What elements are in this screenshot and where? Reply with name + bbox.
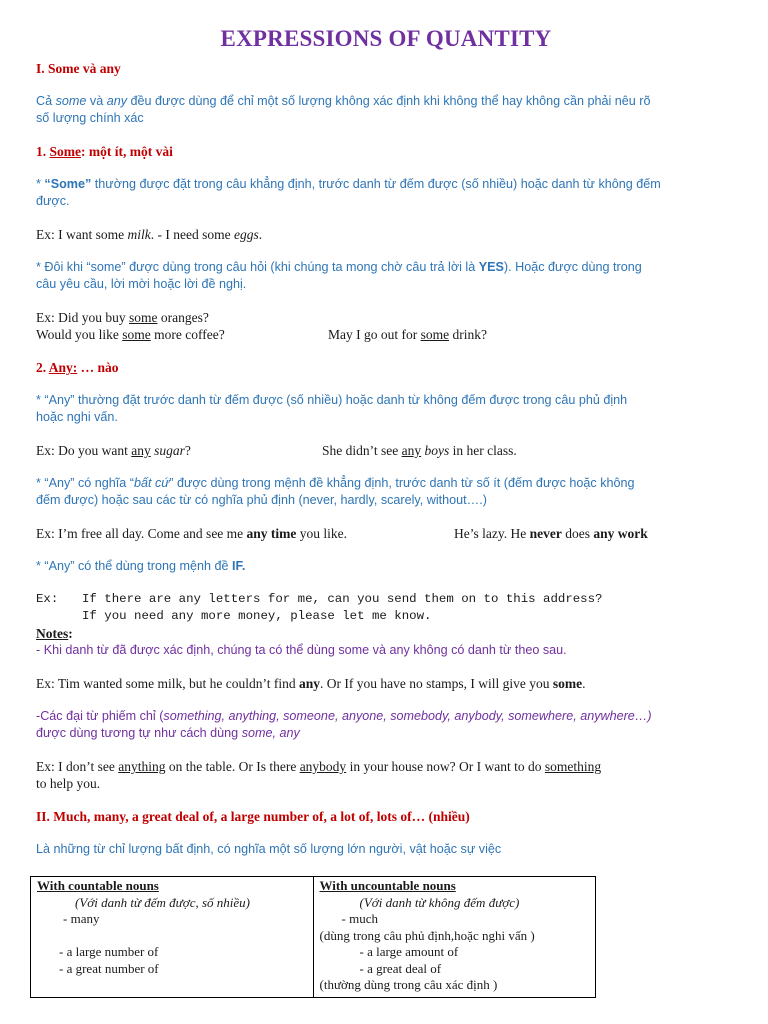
section-heading-much-many: II. Much, many, a great deal of, a large number of, a lot of, lots of… (nhiều) bbox=[36, 809, 470, 824]
some-example-2: Ex: Did you buy some oranges? Would you like some more coffee? May I go out for some drink? bbox=[36, 310, 487, 342]
list-item: - a great number of bbox=[59, 960, 159, 976]
subheading-some: 1. Some: một ít, một vài bbox=[36, 144, 173, 159]
any-example-1: Ex: Do you want any sugar? She didn’t see any boys in her class. bbox=[36, 443, 517, 458]
much-many-intro: Là những từ chỉ lượng bất định, có nghĩa một số lượng lớn người, vật hoặc sự việc bbox=[36, 842, 502, 856]
list-item: - a large amount of bbox=[359, 944, 459, 959]
section-heading-some-any: I. Some và any bbox=[36, 61, 121, 76]
any-rule-3: * “Any” có thể dùng trong mệnh đề IF. bbox=[36, 559, 246, 573]
list-item: (thường dùng trong câu xác định ) bbox=[319, 977, 498, 992]
quantity-table bbox=[30, 876, 596, 998]
countable-header: With countable nouns bbox=[37, 878, 159, 893]
notes-example-2: Ex: I don’t see anything on the table. Or Is there anybody in your house now? Or I want to do something to help you. bbox=[36, 759, 602, 791]
uncountable-header: With uncountable nouns bbox=[319, 878, 456, 893]
document-page bbox=[36, 26, 736, 858]
list-item: - a large number of bbox=[59, 944, 159, 959]
intro-paragraph: Cả some và any đều được dùng để chỉ một số lượng không xác định khi không thể hay không cần phải nêu rõ số lượng chính xác bbox=[36, 94, 651, 125]
some-rule-1: * “Some” thường được đặt trong câu khẳng định, trước danh từ đếm được (số nhiều) hoặc danh từ không đếm được. bbox=[36, 177, 661, 208]
some-example-1: Ex: I want some milk. - I need some eggs. bbox=[36, 227, 263, 242]
list-item bbox=[37, 928, 307, 945]
table-row bbox=[31, 877, 596, 998]
list-item: - many bbox=[63, 911, 100, 926]
any-rule-2: * “Any” có nghĩa “bất cứ” được dùng trong mệnh đề khẳng định, trước danh từ số ít (đếm được hoặc không đếm được) hoặc sau các từ có nghĩa phủ định (never, hardly, scarely, without….) bbox=[36, 476, 635, 507]
countable-subheader: (Với danh từ đếm được, số nhiều) bbox=[75, 894, 250, 910]
any-example-3: Ex: If there are any letters for me, can you send them on to this address? If you need any more money, please let me know. bbox=[36, 592, 603, 623]
list-item: - a great deal of bbox=[359, 960, 442, 976]
any-example-2: Ex: I’m free all day. Come and see me any time you like. He’s lazy. He never does any work bbox=[36, 526, 648, 541]
list-item: (dùng trong câu phủ định,hoặc nghi vấn ) bbox=[319, 927, 535, 943]
notes-example-1: Ex: Tim wanted some milk, but he couldn’t find any. Or If you have no stamps, I will give you some. bbox=[36, 676, 586, 691]
list-item: - much bbox=[341, 911, 378, 926]
uncountable-subheader: (Với danh từ không đếm được) bbox=[359, 894, 520, 910]
uncountable-column bbox=[313, 877, 596, 998]
subheading-any: 2. Any: … nào bbox=[36, 360, 119, 375]
any-rule-1: * “Any” thường đặt trước danh từ đếm được (số nhiều) hoặc danh từ không đếm được trong câu phủ định hoặc nghi vấn. bbox=[36, 393, 628, 424]
notes-label: Notes: bbox=[36, 626, 73, 641]
countable-column bbox=[31, 877, 314, 998]
note-2: -Các đại từ phiếm chỉ (something, anything, someone, anyone, somebody, anybody, somewhere, anywhere…) được dùng tương tự như cách dùng some, any bbox=[36, 709, 652, 740]
some-rule-2: * Đôi khi “some” được dùng trong câu hỏi (khi chúng ta mong chờ câu trả lời là YES). Hoặc được dùng trong câu yêu cầu, lời mời hoặc lời đề nghị. bbox=[36, 260, 642, 291]
note-1: - Khi danh từ đã được xác định, chúng ta có thể dùng some và any không có danh từ theo sau. bbox=[36, 643, 567, 657]
page-title: EXPRESSIONS OF QUANTITY bbox=[220, 26, 552, 51]
